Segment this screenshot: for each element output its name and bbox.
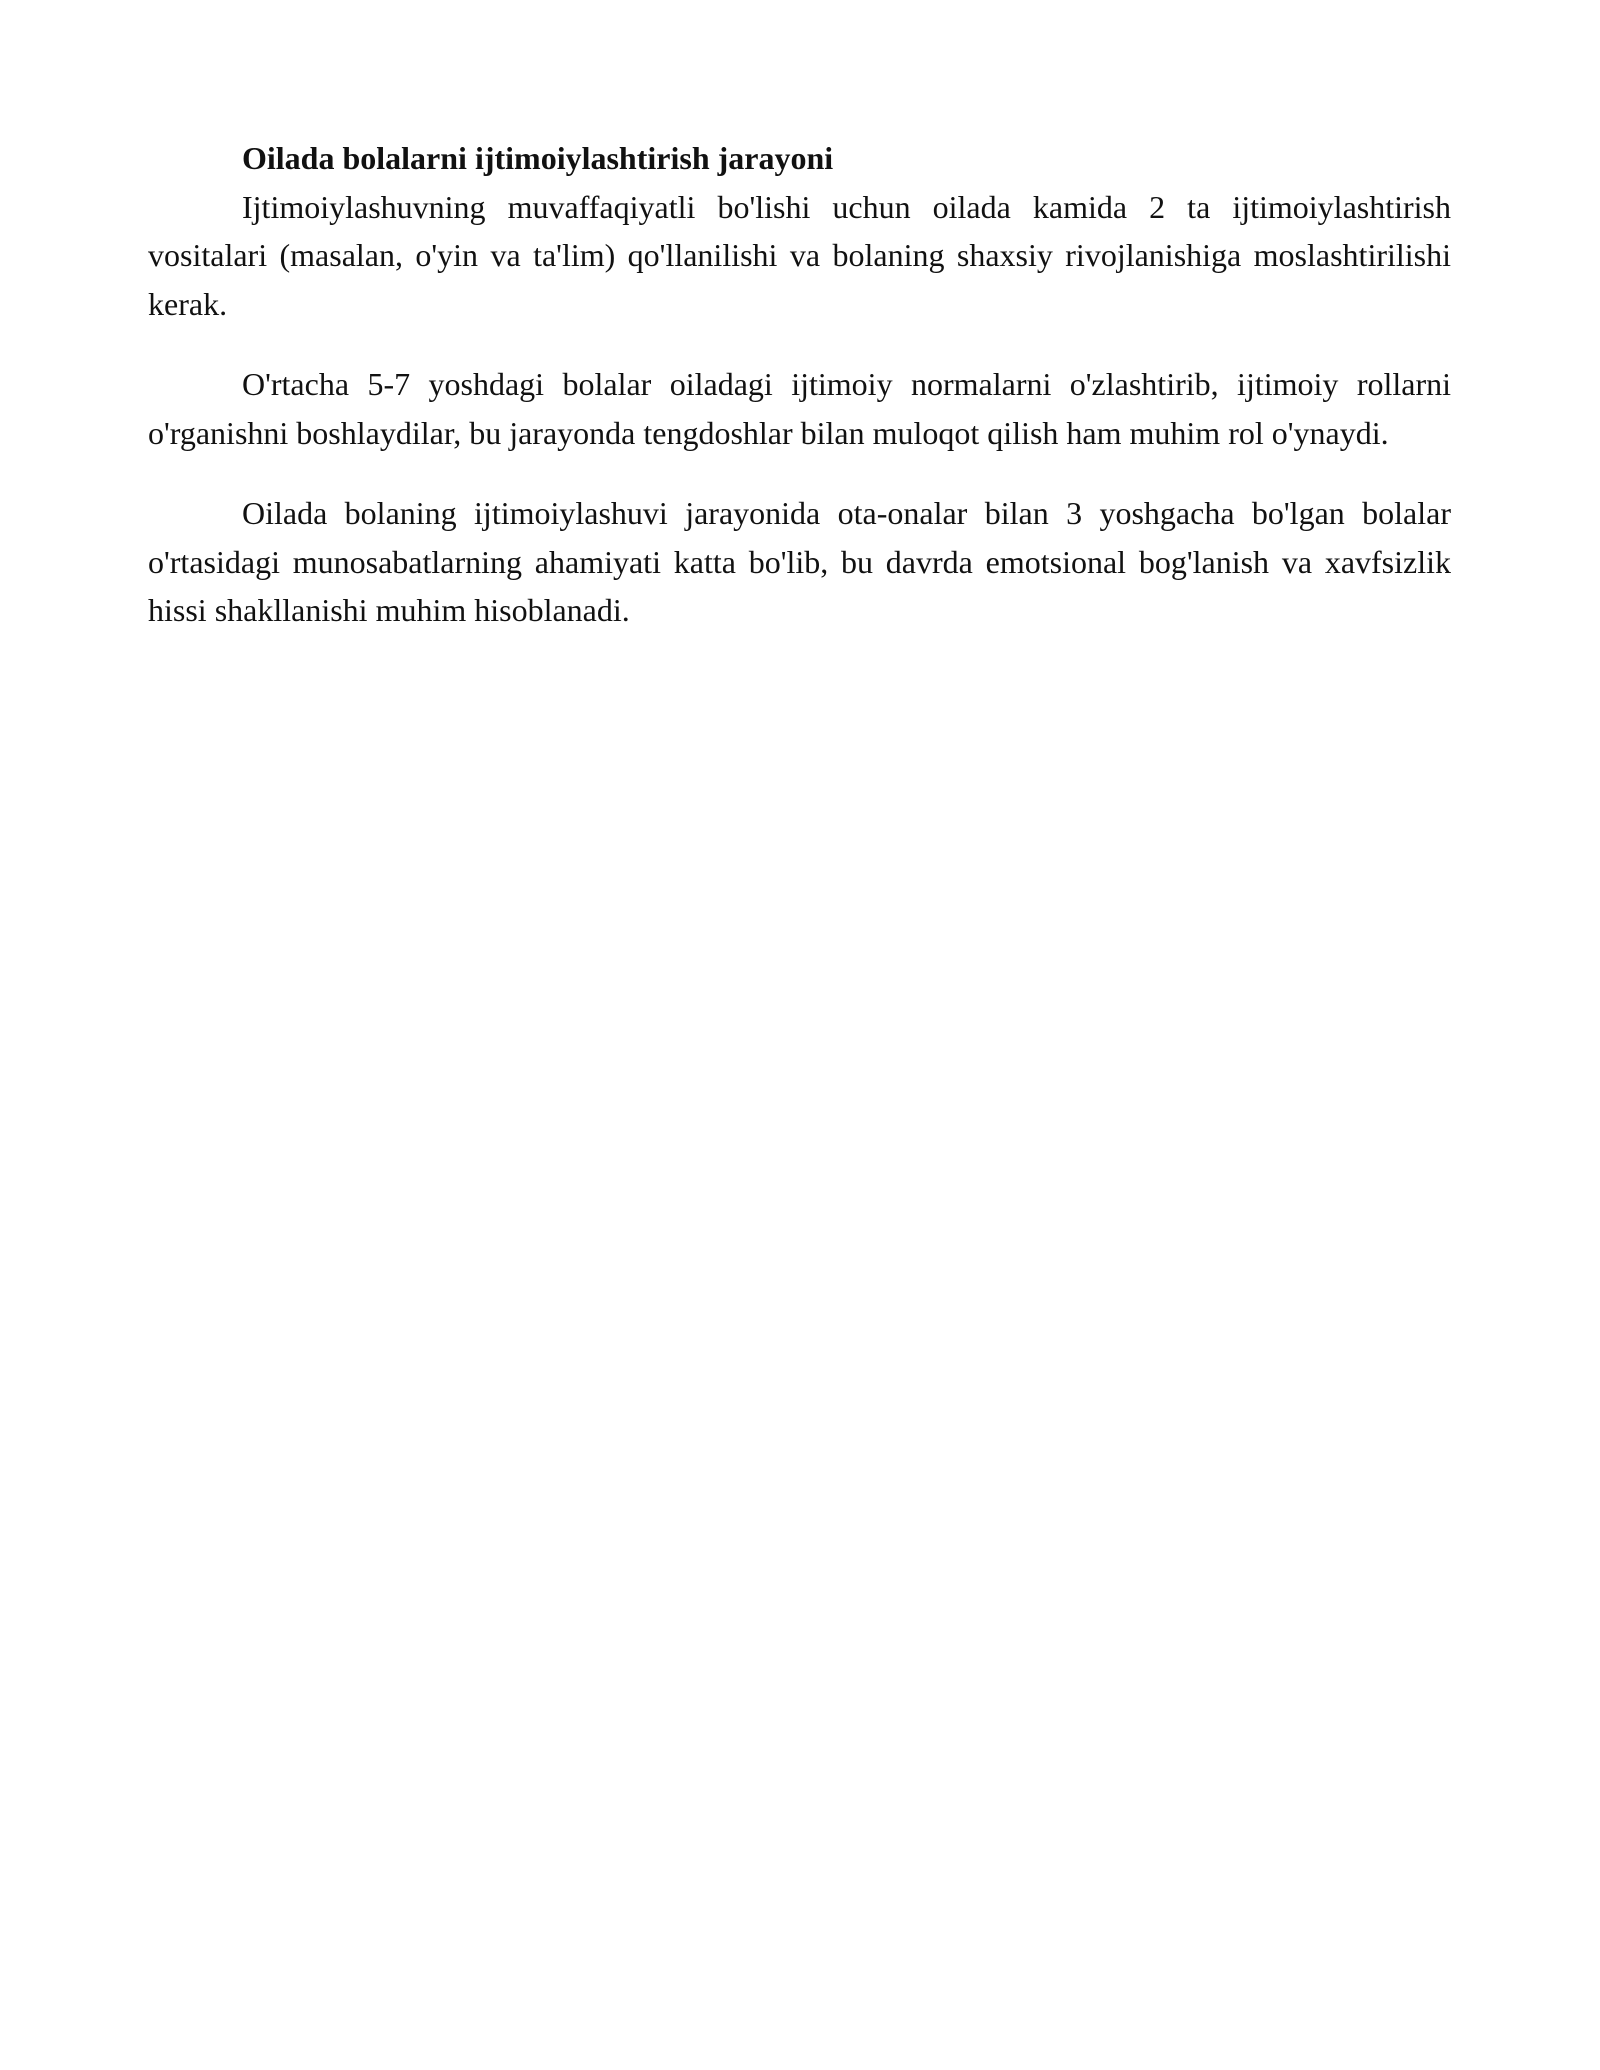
document-title: Oilada bolalarni ijtimoiylashtirish jarayoni — [242, 140, 834, 176]
document-body — [148, 134, 1451, 635]
paragraph-3: Oilada bolaning ijtimoiylashuvi jarayonida ota-onalar bilan 3 yoshgacha bo'lgan bolalar o'rtasidagi munosabatlarning ahamiyati katta bo'lib, bu davrda emotsional bog'lanish va xavfsizlik hissi shakllanishi muhim hisoblanadi. — [148, 495, 1451, 628]
paragraph-2: O'rtacha 5-7 yoshdagi bolalar oiladagi ijtimoiy normalarni o'zlashtirib, ijtimoiy rollarni o'rganishni boshlaydilar, bu jarayonda tengdoshlar bilan muloqot qilish ham muhim rol o'ynaydi. — [148, 366, 1451, 451]
paragraph-1: Ijtimoiylashuvning muvaffaqiyatli bo'lishi uchun oilada kamida 2 ta ijtimoiylashtirish vositalari (masalan, o'yin va ta'lim) qo'llanilishi va bolaning shaxsiy rivojlanishiga moslashtirilishi kerak. — [148, 188, 1451, 322]
